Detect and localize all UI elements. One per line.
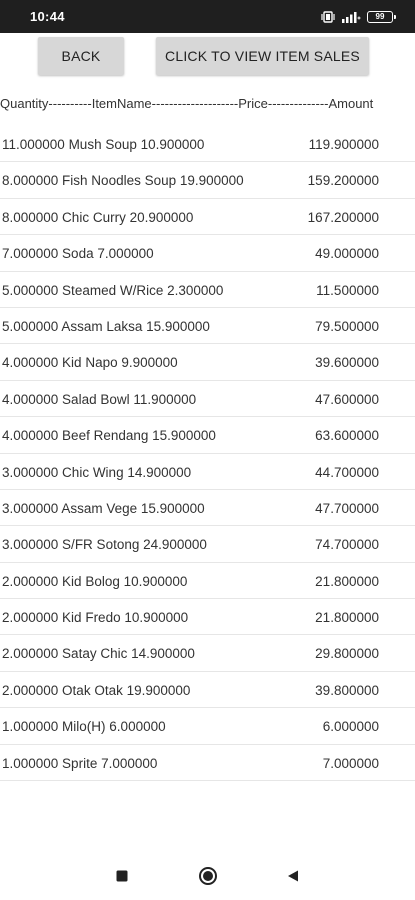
list-item bbox=[0, 454, 415, 490]
status-time: 10:44 bbox=[30, 9, 65, 24]
item-amount: 167.200000 bbox=[307, 209, 379, 225]
item-amount: 39.800000 bbox=[315, 682, 379, 698]
table-header: Quantity----------ItemName--------------------Price--------------Amount bbox=[0, 96, 374, 111]
list-item bbox=[0, 344, 415, 380]
item-description: 8.000000 Chic Curry 20.900000 bbox=[2, 209, 194, 225]
item-description: 7.000000 Soda 7.000000 bbox=[2, 246, 154, 262]
list-item bbox=[0, 490, 415, 526]
view-item-sales-button[interactable]: CLICK TO VIEW ITEM SALES bbox=[156, 37, 369, 75]
signal-icon bbox=[341, 11, 361, 23]
item-description: 2.000000 Satay Chic 14.900000 bbox=[2, 646, 195, 662]
battery-level: 99 bbox=[375, 11, 385, 21]
list-item bbox=[0, 708, 415, 744]
item-amount: 47.600000 bbox=[315, 391, 379, 407]
list-item bbox=[0, 235, 415, 271]
item-description: 11.000000 Mush Soup 10.900000 bbox=[2, 137, 205, 152]
item-description: 1.000000 Sprite 7.000000 bbox=[2, 755, 158, 771]
item-description: 5.000000 Steamed W/Rice 2.300000 bbox=[2, 282, 224, 298]
list-item bbox=[0, 308, 415, 344]
back-icon[interactable] bbox=[283, 866, 303, 886]
item-amount: 47.700000 bbox=[315, 500, 379, 516]
list-item bbox=[0, 745, 415, 781]
item-description: 2.000000 Kid Bolog 10.900000 bbox=[2, 573, 188, 589]
list-item bbox=[0, 417, 415, 453]
item-amount: 29.800000 bbox=[315, 646, 379, 662]
item-description: 1.000000 Milo(H) 6.000000 bbox=[2, 719, 166, 735]
item-description: 2.000000 Otak Otak 19.900000 bbox=[2, 682, 191, 698]
item-amount: 21.800000 bbox=[315, 573, 379, 589]
item-amount: 63.600000 bbox=[315, 428, 379, 444]
battery-icon bbox=[367, 11, 393, 23]
button-row bbox=[0, 37, 415, 75]
item-amount: 39.600000 bbox=[315, 355, 379, 371]
home-icon[interactable] bbox=[198, 866, 218, 886]
list-item bbox=[0, 563, 415, 599]
item-amount: 11.500000 bbox=[316, 282, 379, 298]
item-description: 2.000000 Kid Fredo 10.900000 bbox=[2, 610, 189, 626]
item-amount: 74.700000 bbox=[315, 537, 379, 553]
item-amount: 6.000000 bbox=[322, 719, 379, 735]
list-item bbox=[0, 199, 415, 235]
item-description: 4.000000 Kid Napo 9.900000 bbox=[2, 355, 178, 371]
list-item bbox=[0, 526, 415, 562]
item-sales-list bbox=[0, 126, 415, 781]
list-item bbox=[0, 672, 415, 708]
list-item bbox=[0, 272, 415, 308]
item-description: 3.000000 S/FR Sotong 24.900000 bbox=[2, 537, 207, 553]
item-amount: 44.700000 bbox=[315, 464, 379, 480]
item-description: 3.000000 Assam Vege 15.900000 bbox=[2, 500, 205, 516]
list-item bbox=[0, 126, 415, 162]
vibrate-icon bbox=[321, 11, 335, 23]
status-icons bbox=[321, 11, 393, 23]
list-item bbox=[0, 162, 415, 198]
list-item bbox=[0, 599, 415, 635]
item-amount: 7.000000 bbox=[322, 755, 379, 771]
list-item bbox=[0, 635, 415, 671]
status-bar bbox=[0, 0, 415, 33]
item-description: 5.000000 Assam Laksa 15.900000 bbox=[2, 318, 210, 334]
navigation-bar bbox=[0, 850, 415, 900]
item-amount: 49.000000 bbox=[315, 246, 379, 262]
item-amount: 119.900000 bbox=[308, 137, 379, 152]
recents-icon[interactable] bbox=[112, 866, 132, 886]
back-button[interactable]: BACK bbox=[38, 37, 124, 75]
item-description: 8.000000 Fish Noodles Soup 19.900000 bbox=[2, 173, 244, 189]
item-amount: 21.800000 bbox=[315, 610, 379, 626]
item-description: 4.000000 Salad Bowl 11.900000 bbox=[2, 391, 197, 407]
list-item bbox=[0, 381, 415, 417]
item-description: 3.000000 Chic Wing 14.900000 bbox=[2, 464, 192, 480]
item-description: 4.000000 Beef Rendang 15.900000 bbox=[2, 428, 216, 444]
item-amount: 159.200000 bbox=[307, 173, 379, 189]
item-amount: 79.500000 bbox=[315, 318, 379, 334]
